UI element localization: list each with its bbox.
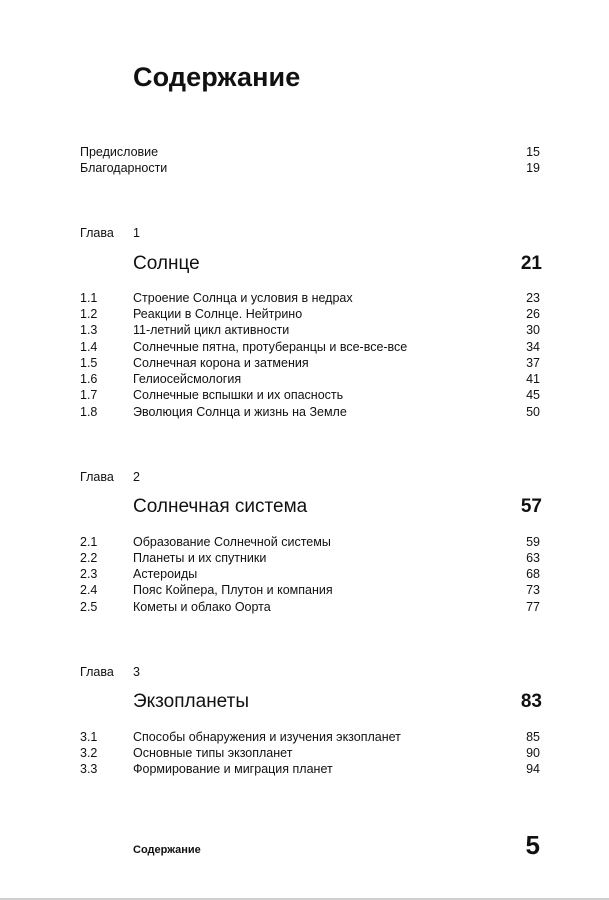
section-label: 11-летний цикл активности xyxy=(133,323,290,337)
toc-entry[interactable] xyxy=(80,387,540,403)
toc-entry[interactable] xyxy=(80,729,540,745)
section-page: 41 xyxy=(526,372,540,386)
section-number: 1.4 xyxy=(80,340,98,354)
toc-entry[interactable] xyxy=(80,745,540,761)
toc-entry[interactable] xyxy=(80,355,540,371)
running-footer-label: Содержание xyxy=(133,844,201,856)
chapter-page: 21 xyxy=(520,253,542,274)
section-number: 3.3 xyxy=(80,762,98,776)
toc-entry[interactable] xyxy=(80,339,540,355)
toc-entry[interactable] xyxy=(80,290,540,306)
toc-entry-page: 19 xyxy=(526,161,540,175)
section-label: Солнечные вспышки и их опасность xyxy=(133,388,344,402)
section-label: Способы обнаружения и изучения экзопланет xyxy=(133,730,401,744)
toc-entry[interactable] xyxy=(80,404,540,420)
section-page: 26 xyxy=(526,307,540,321)
chapter-number: 1 xyxy=(133,226,140,240)
toc-entry-page: 15 xyxy=(526,145,540,159)
chapter-number: 3 xyxy=(133,665,140,679)
chapter-tag-1 xyxy=(80,225,140,241)
section-label: Пояс Койпера, Плутон и компания xyxy=(133,583,333,597)
section-page: 77 xyxy=(526,600,540,614)
section-number: 1.3 xyxy=(80,323,98,337)
chapter-word: Глава xyxy=(80,665,114,679)
toc-entry[interactable] xyxy=(80,566,540,582)
toc-entry[interactable] xyxy=(80,761,540,777)
section-number: 1.7 xyxy=(80,388,98,402)
section-number: 2.4 xyxy=(80,583,98,597)
toc-entry[interactable] xyxy=(80,599,540,615)
section-number: 2.2 xyxy=(80,551,98,565)
section-number: 2.3 xyxy=(80,567,98,581)
page-title: Содержание xyxy=(133,62,301,92)
section-page: 94 xyxy=(526,762,540,776)
section-page: 45 xyxy=(526,388,540,402)
chapter-tag-3 xyxy=(80,664,140,680)
section-label: Реакции в Солнце. Нейтрино xyxy=(133,307,303,321)
section-label: Строение Солнца и условия в недрах xyxy=(133,291,353,305)
chapter-heading-2[interactable] xyxy=(133,495,542,519)
section-number: 2.5 xyxy=(80,600,98,614)
section-page: 50 xyxy=(526,405,540,419)
chapter-page: 57 xyxy=(520,496,542,517)
chapter-title: Солнечная система xyxy=(133,496,308,517)
section-number: 2.1 xyxy=(80,535,98,549)
section-number: 1.1 xyxy=(80,291,98,305)
chapter-heading-1[interactable] xyxy=(133,252,542,276)
toc-entry[interactable] xyxy=(80,306,540,322)
chapter-word: Глава xyxy=(80,226,114,240)
toc-entry[interactable] xyxy=(80,371,540,387)
toc-entry-label: Благодарности xyxy=(80,161,168,175)
section-number: 1.5 xyxy=(80,356,98,370)
section-label: Планеты и их спутники xyxy=(133,551,267,565)
section-number: 3.2 xyxy=(80,746,98,760)
section-label: Эволюция Солнца и жизнь на Земле xyxy=(133,405,347,419)
chapter-title: Солнце xyxy=(133,253,200,274)
section-page: 23 xyxy=(526,291,540,305)
section-page: 90 xyxy=(526,746,540,760)
section-label: Солнечные пятна, протуберанцы и все-все-все xyxy=(133,340,408,354)
section-page: 59 xyxy=(526,535,540,549)
toc-entry[interactable] xyxy=(80,550,540,566)
section-page: 73 xyxy=(526,583,540,597)
section-label: Гелиосейсмология xyxy=(133,372,242,386)
section-number: 1.8 xyxy=(80,405,98,419)
chapter-number: 2 xyxy=(133,470,140,484)
section-page: 37 xyxy=(526,356,540,370)
section-label: Кометы и облако Оорта xyxy=(133,600,271,614)
chapter-title: Экзопланеты xyxy=(133,691,249,712)
section-number: 1.2 xyxy=(80,307,98,321)
section-label: Основные типы экзопланет xyxy=(133,746,293,760)
chapter-tag-2 xyxy=(80,469,140,485)
section-number: 1.6 xyxy=(80,372,98,386)
section-page: 34 xyxy=(526,340,540,354)
section-label: Астероиды xyxy=(133,567,198,581)
toc-entry-preface[interactable] xyxy=(80,144,540,160)
chapter-heading-3[interactable] xyxy=(133,690,542,714)
toc-entry[interactable] xyxy=(80,534,540,550)
section-page: 85 xyxy=(526,730,540,744)
toc-entry-acknowledgements[interactable] xyxy=(80,160,540,176)
page-number: 5 xyxy=(525,830,540,860)
section-label: Формирование и миграция планет xyxy=(133,762,333,776)
section-page: 63 xyxy=(526,551,540,565)
toc-entry-label: Предисловие xyxy=(80,145,159,159)
section-label: Образование Солнечной системы xyxy=(133,535,331,549)
section-label: Солнечная корона и затмения xyxy=(133,356,309,370)
section-page: 68 xyxy=(526,567,540,581)
toc-entry[interactable] xyxy=(80,582,540,598)
chapter-page: 83 xyxy=(520,691,542,712)
chapter-word: Глава xyxy=(80,470,114,484)
section-number: 3.1 xyxy=(80,730,98,744)
toc-entry[interactable] xyxy=(80,322,540,338)
section-page: 30 xyxy=(526,323,540,337)
